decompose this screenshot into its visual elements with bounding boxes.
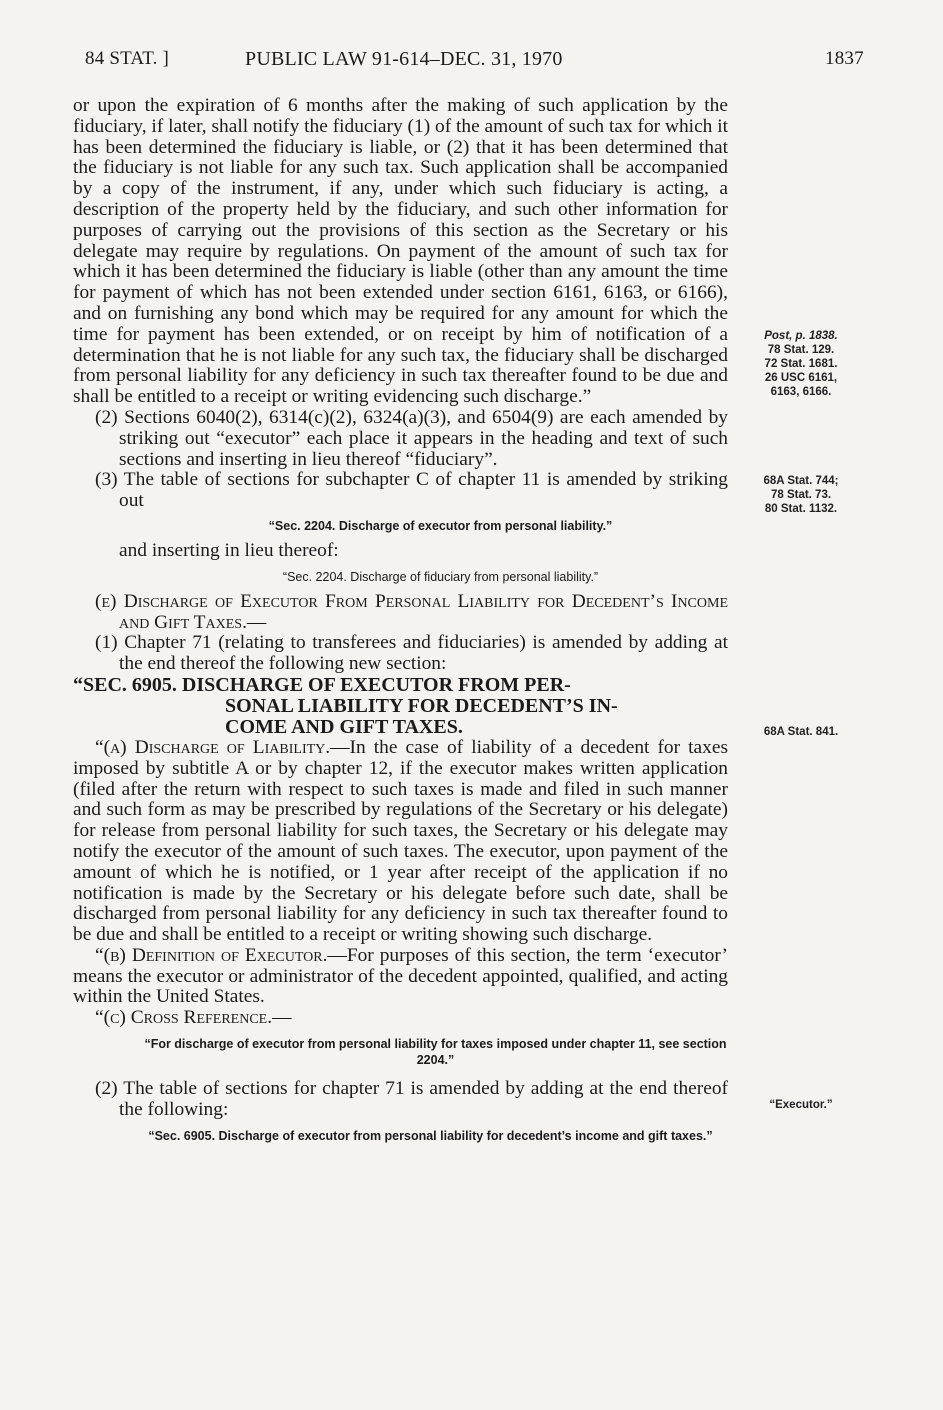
subsection-c-heading: “(c) Cross Reference.—: [95, 1007, 292, 1029]
margin-note-1: [736, 329, 866, 399]
section-title-line-1: “SEC. 6905. DISCHARGE OF EXECUTOR FROM PER-: [73, 673, 571, 696]
margin-note-2: [736, 474, 866, 516]
margin-note-line: 68A Stat. 744;: [763, 475, 839, 487]
paragraph-10: (2) The table of sections for chapter 71 is amended by adding at the end thereof the following:: [95, 1078, 728, 1120]
margin-note-line: 6163, 6166.: [770, 386, 832, 398]
subsection-a-text: In the case of liability of a decedent for taxes imposed by subtitle A or by chapter 12, if the executor makes written application (filed after the return with respect to such taxes is made and filed in such manner and such form as may be prescribed by regulations of the Secretary or his delegate) for release from personal liability for such taxes, the Secretary or his delegate may notify the executor of the amount of such taxes. The executor, upon payment of the amount of which he is notified, or 1 year after receipt of the application if no notification is made by the Secretary or his delegate before such date, shall be discharged from personal liability for any deficiency in such tax thereafter found to be due and shall be entitled to a receipt or writing showing such discharge.: [73, 736, 729, 946]
section-title-line-3: COME AND GIFT TAXES.: [225, 715, 463, 738]
paragraph-continuation: or upon the expiration of 6 months after the making of such application by the fiduciary, if later, shall notify the fiduciary (1) of the amount of such tax for which it has been determined the fiduciary is liable, or (2) that it has been determined that the fiduciary is not liable for any such tax. Such application shall be accompanied by a copy of the instrument, if any, under which such fiduciary is acting, a description of the property held by the fiduciary, and such other information for purposes of carrying out the provisions of this section as the Secretary or his delegate may require by regulations. On payment of the amount of such tax for which it has been determined the fiduciary is liable (other than any amount the time for payment of which has not been extended under section 6161, 6163, or 6166), and on furnishing any bond which may be required for any amount for which the time for payment has been extended, or on receipt by him of notification of a determination that he is not liable for any such tax, the fiduciary shall be discharged from personal liability for any deficiency in such tax thereafter found to be due and shall be entitled to a receipt or writing evidencing such discharge.”: [73, 95, 728, 408]
margin-note-3: [736, 725, 866, 739]
margin-note-line: 78 Stat. 129.: [767, 344, 835, 356]
quoted-table-entry-6905: “Sec. 6905. Discharge of executor from personal liability for decedent’s income and gift taxes.”: [148, 1128, 713, 1143]
header-page-number: 1837: [825, 48, 864, 69]
quoted-table-entry-old: “Sec. 2204. Discharge of executor from personal liability.”: [268, 518, 613, 533]
subsection-a-heading: “(a) Discharge of Liability.—: [95, 736, 350, 758]
margin-note-line: 68A Stat. 841.: [763, 726, 839, 738]
paragraph-4: and inserting in lieu thereof:: [119, 539, 339, 561]
paragraph-6: (1) Chapter 71 (relating to transferees and fiduciaries) is amended by adding at the end thereof the following new section:: [95, 632, 728, 675]
paragraph-2: (2) Sections 6040(2), 6314(c)(2), 6324(a)(3), and 6504(9) are each amended by striking out “executor” each place it appears in the heading and text of such sections and inserting in lieu thereof “fiduciary”.: [95, 406, 728, 470]
subsection-b: [73, 946, 728, 1008]
margin-note-line: Post, p. 1838.: [764, 330, 838, 342]
margin-note-4: [736, 1098, 866, 1112]
subsection-e-heading: (e) Discharge of Executor From Personal Liability for Decedent’s Income and Gift Taxes.—: [95, 590, 728, 633]
margin-note-line: 78 Stat. 73.: [770, 489, 832, 501]
subsection-a: [73, 738, 728, 946]
quoted-table-entry-new: “Sec. 2204. Discharge of fiduciary from personal liability.”: [282, 569, 599, 584]
margin-note-line: “Executor.”: [769, 1099, 833, 1111]
paragraph-3: (3) The table of sections for subchapter C of chapter 11 is amended by striking out: [95, 469, 728, 512]
margin-note-line: 72 Stat. 1681.: [764, 358, 838, 370]
margin-note-line: 80 Stat. 1132.: [764, 503, 838, 515]
cross-reference-note: “For discharge of executor from personal liability for taxes imposed under chapter 11, see section 2204.”: [144, 1037, 727, 1068]
subsection-b-text: For purposes of this section, the term ‘executor’ means the executor or administrator of the decedent appointed, qualified, and acting within the United States.: [73, 944, 728, 1008]
subsection-b-heading: “(b) Definition of Executor.—: [95, 944, 347, 966]
header-title: PUBLIC LAW 91-614–DEC. 31, 1970: [245, 48, 563, 70]
main-text-column: [73, 96, 728, 1144]
margin-note-line: 26 USC 6161,: [764, 372, 838, 384]
section-title-line-2: SONAL LIABILITY FOR DECEDENT’S IN-: [225, 694, 618, 717]
header-volume: 84 STAT. ]: [85, 48, 170, 69]
